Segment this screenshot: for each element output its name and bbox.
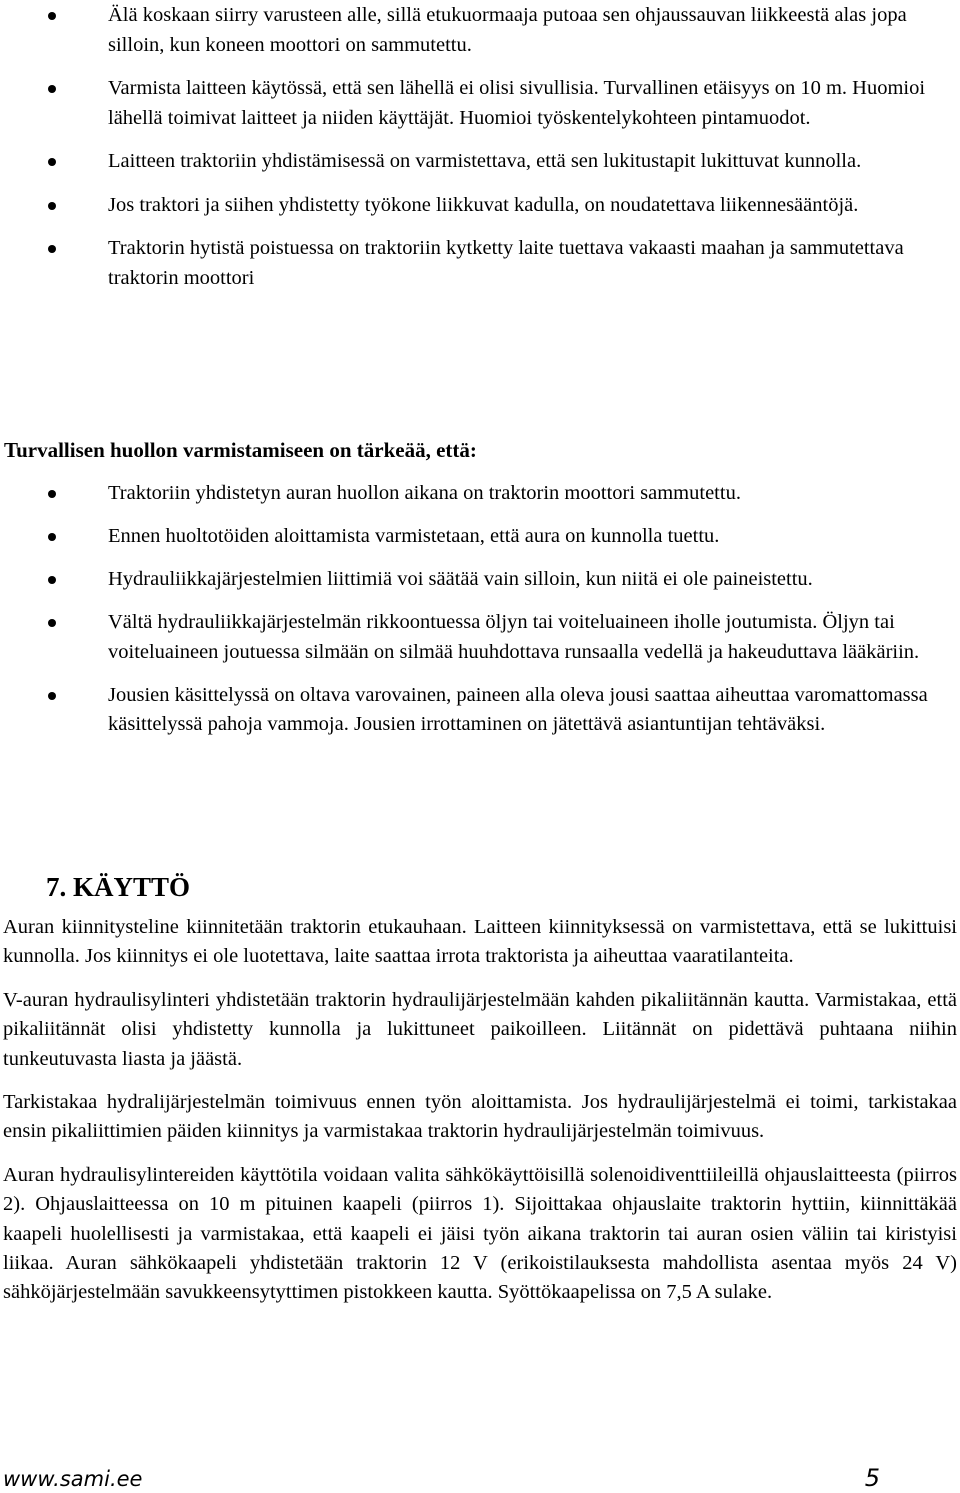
list-item (0, 608, 960, 667)
paragraph: Auran kiinnitysteline kiinnitetään traktorin etukauhaan. Laitteen kiinnityksessä on varmistettava, että se lukittuisi kunnolla. Jos kiinnitys ei ole luotettava, laite saattaa irrota traktorista ja aiheuttaa vaaratilanteita. (3, 916, 957, 968)
paragraph: Tarkistakaa hydralijärjestelmän toimivuus ennen työn aloittamista. Jos hydraulijärjestelmä ei toimi, tarkistakaa ensin pikaliittimien päiden kiinnitys ja varmistakaa traktorin hydraulijärjestelmän toimivuus. (3, 1091, 957, 1143)
bullet-icon (48, 490, 56, 498)
list-item (0, 522, 960, 552)
list-item (0, 1, 960, 60)
list-item (0, 191, 960, 221)
bullet-text: Älä koskaan siirry varusteen alle, sillä etukuormaaja putoaa sen ohjaussauvan liikkeestä alas jopa silloin, kun koneen moottori on sammutettu. (108, 4, 907, 56)
maintenance-bullet-list (0, 479, 960, 753)
bullet-icon (48, 85, 56, 93)
bullet-text: Jos traktori ja siihen yhdistetty työkone liikkuvat kadulla, on noudatettava liikennesääntöjä. (108, 193, 859, 216)
bullet-icon (48, 619, 56, 627)
list-item (0, 479, 960, 509)
bullet-icon (48, 576, 56, 584)
bullet-text: Varmista laitteen käytössä, että sen lähellä ei olisi sivullisia. Turvallinen etäisyys on 10 m. Huomioi lähellä toimivat laitteet ja niiden käyttäjät. Huomioi työskentelykohteen pintamuodot. (108, 77, 926, 129)
list-item (0, 681, 960, 740)
bullet-text: Ennen huoltotöiden aloittamista varmistetaan, että aura on kunnolla tuettu. (108, 525, 720, 547)
bullet-text: Vältä hydrauliikkajärjestelmän rikkoontuessa öljyn tai voiteluaineen iholle joutumista. Öljyn tai voiteluaineen joutuessa silmään on silmää huuhdottava runsaalla vedellä ja hakeuduttava lääkäriin. (108, 611, 920, 663)
list-item (0, 565, 960, 595)
section-body (3, 913, 957, 1322)
bullet-text: Laitteen traktoriin yhdistämisessä on varmistettava, että sen lukitustapit lukittuvat kunnolla. (108, 150, 862, 172)
maintenance-heading: Turvallisen huollon varmistamiseen on tärkeää, että: (4, 438, 477, 462)
list-item (0, 234, 960, 293)
bullet-icon (48, 533, 56, 541)
bullet-text: Traktorin hytistä poistuessa on traktoriin kytketty laite tuettava vakaasti maahan ja sammutettava traktorin moottori (108, 237, 904, 289)
bullet-icon (48, 245, 56, 253)
safety-bullet-list (0, 1, 960, 307)
bullet-icon (48, 12, 56, 20)
paragraph: V-auran hydraulisylinteri yhdistetään traktorin hydraulijärjestelmään kahden pikaliitännän kautta. Varmistakaa, että pikaliitännät olisi yhdistetty kunnolla ja lukittuneet paikoilleen. Liitännät on pidettävä puhtaana niihin tunkeutuvasta liasta ja jäästä. (3, 988, 957, 1070)
bullet-text: Jousien käsittelyssä on oltava varovainen, paineen alla oleva jousi saattaa aiheuttaa varomattomassa käsittelyssä pahoja vammoja. Jousien irrottaminen on jätettävä asiantuntijan tehtäväksi. (108, 683, 928, 735)
bullet-icon (48, 202, 56, 210)
footer-link[interactable]: www.sami.ee (3, 1467, 143, 1491)
section-title: 7. KÄYTTÖ (46, 872, 191, 902)
bullet-icon (48, 158, 56, 166)
list-item (0, 147, 960, 177)
bullet-text: Hydrauliikkajärjestelmien liittimiä voi säätää vain silloin, kun niitä ei ole paineistettu. (108, 568, 813, 590)
list-item (0, 74, 960, 133)
bullet-text: Traktoriin yhdistetyn auran huollon aikana on traktorin moottori sammutettu. (108, 482, 741, 504)
page-number: 5 (864, 1464, 880, 1492)
bullet-icon (48, 692, 56, 700)
paragraph: Auran hydraulisylintereiden käyttötila voidaan valita sähkökäyttöisillä solenoidiventtiileillä ohjauslaitteesta (piirros 2). Ohjauslaitteessa on 10 m pituinen kaapeli (piirros 1). Sijoittakaa ohjauslaite traktorin hyttiin, kiinnittäkää kaapeli huolellisesti ja varmistakaa, että kaapeli ei jäisi työn aikana traktorin tai auran osien väliin tai kiristyisi liikaa. Auran sähkökaapeli yhdistetään traktorin 12 V (erikoistilauksesta mahdollista asentaa myös 24 V) sähköjärjestelmään savukkeensytyttimen pistokkeen kautta. Syöttökaapelissa on 7,5 A sulake. (3, 1163, 957, 1304)
